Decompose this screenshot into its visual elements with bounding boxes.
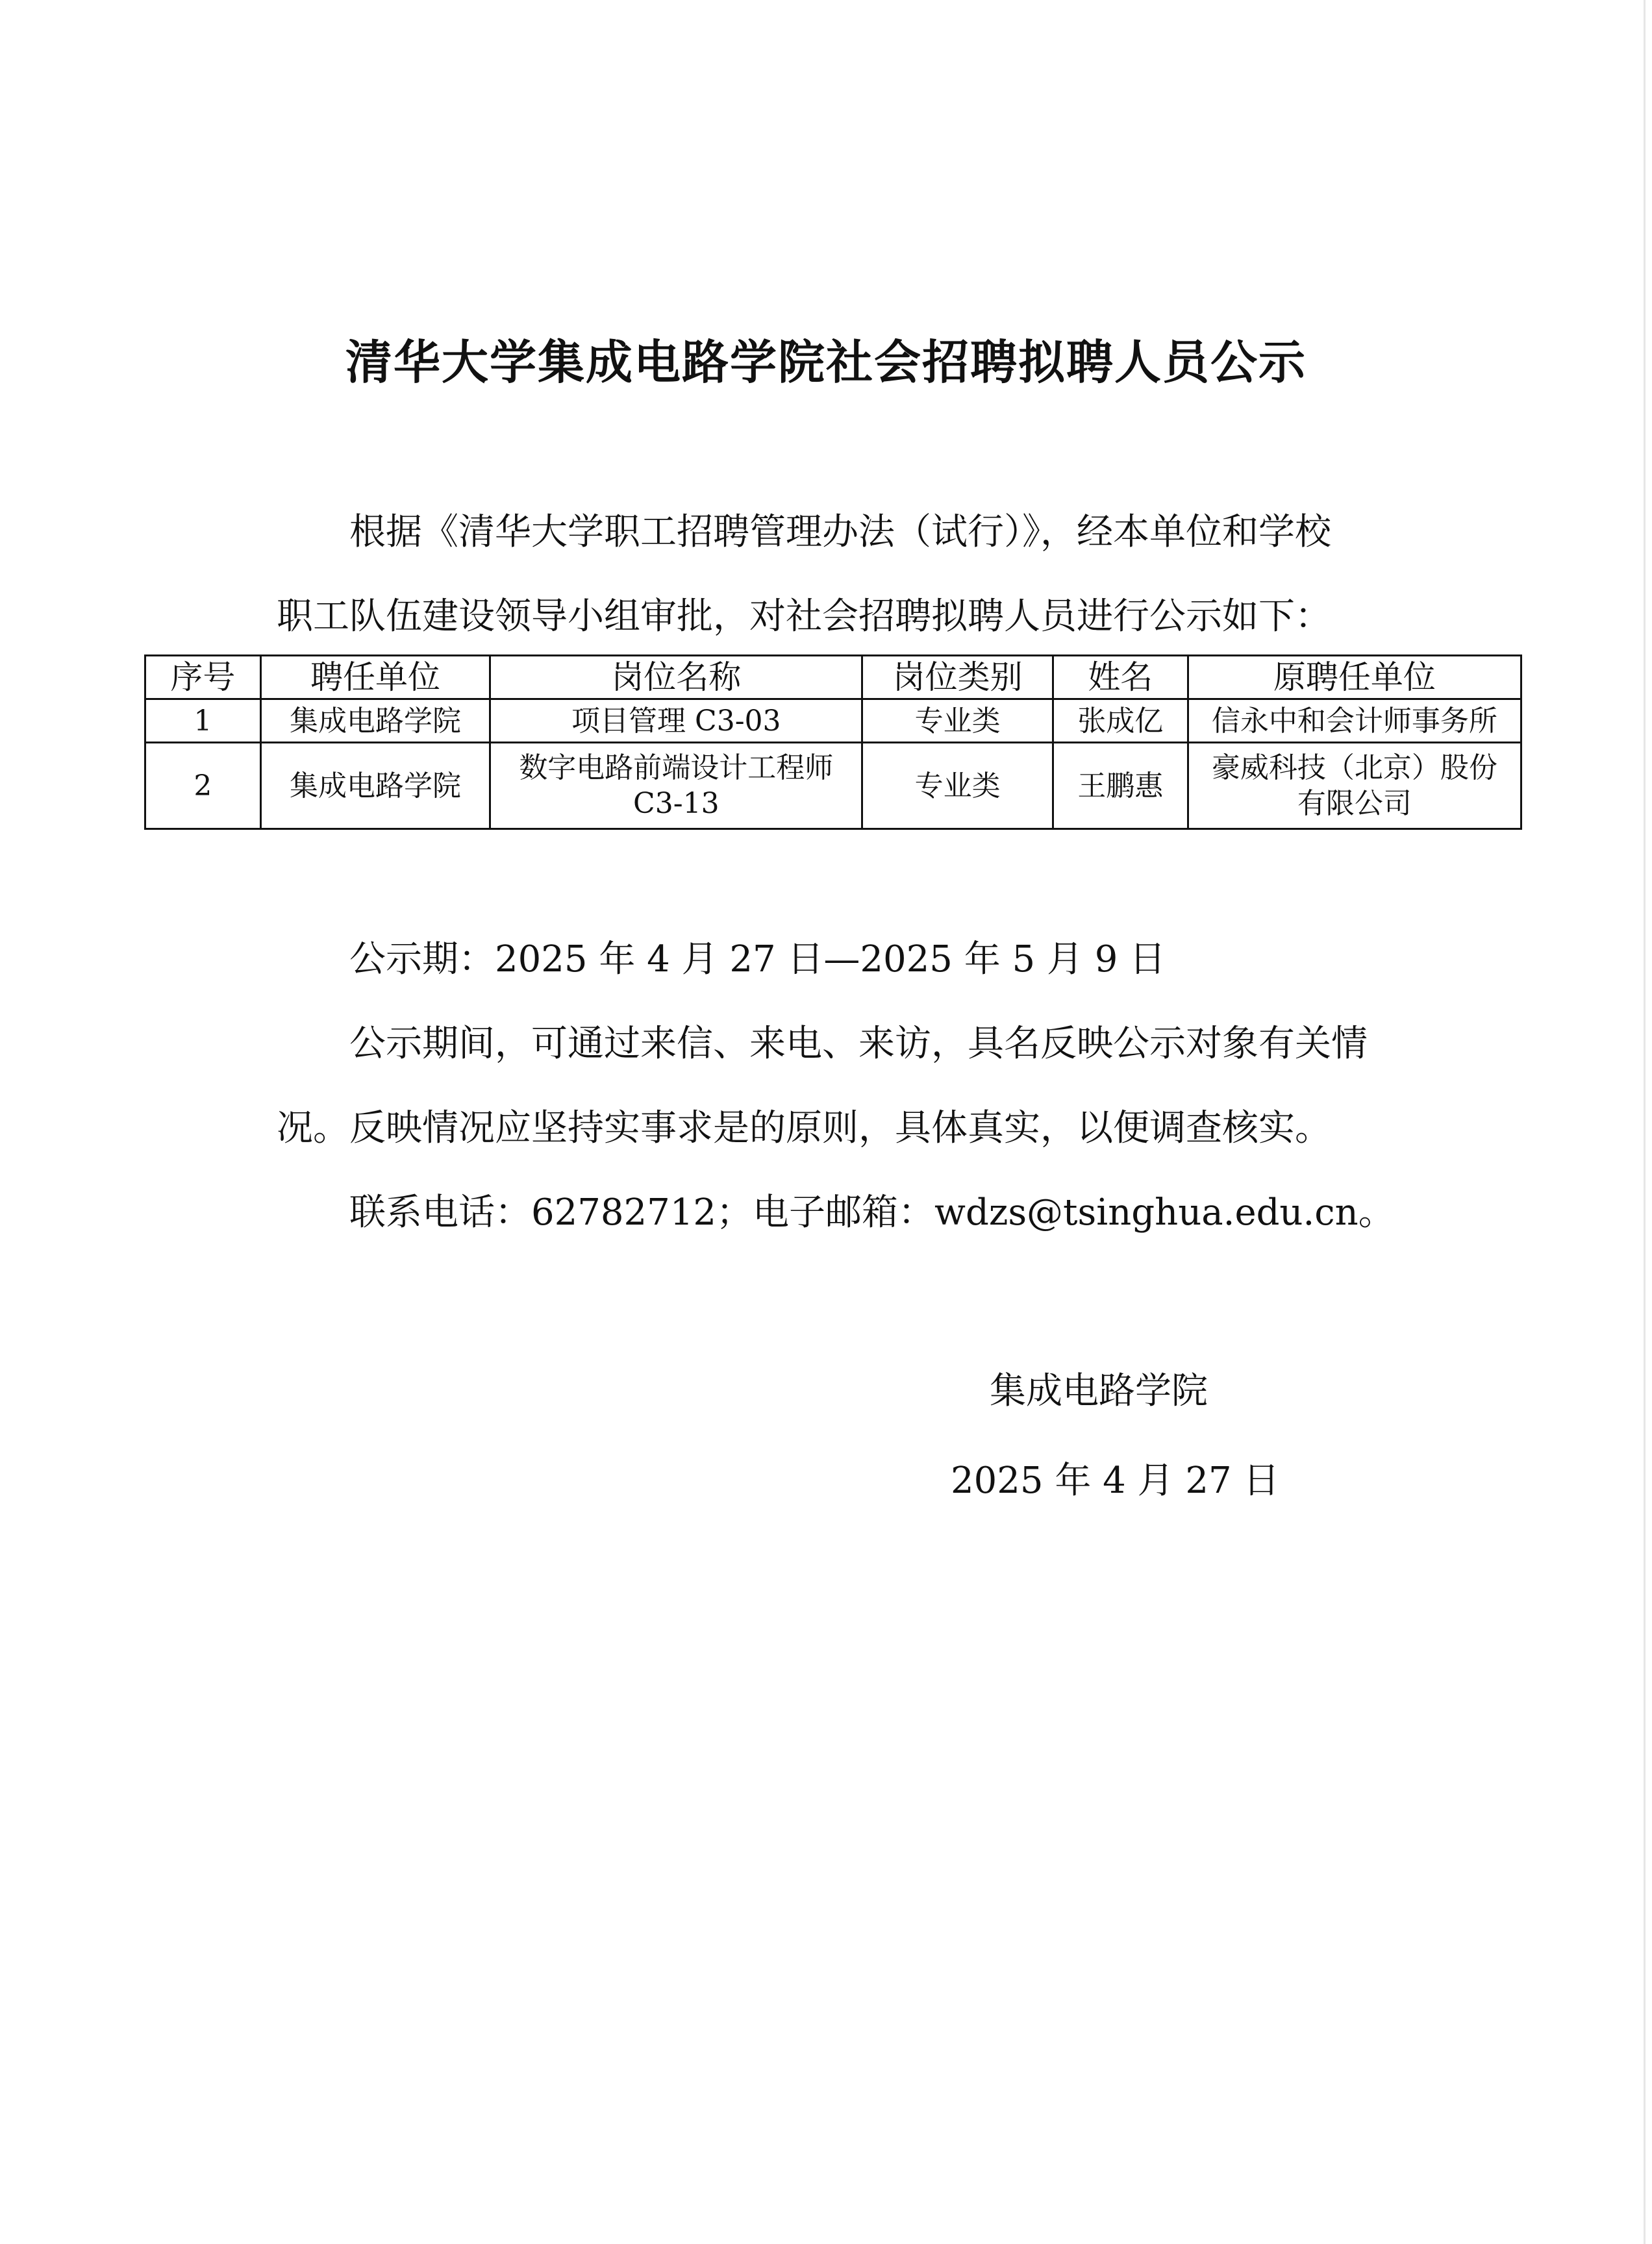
signature-org: 集成电路学院 xyxy=(990,1370,1208,1412)
notice-line-1: 公示期间，可通过来信、来电、来访，具名反映公示对象有关情 xyxy=(349,1023,1368,1065)
hires-table xyxy=(144,654,1522,830)
cell-prev-unit-text: 信永中和会计师事务所 xyxy=(1211,704,1497,738)
cell-no: 1 xyxy=(145,699,261,743)
cell-position-text: 项目管理 C3-03 xyxy=(571,704,781,738)
cell-prev-unit xyxy=(1188,699,1521,743)
cell-position xyxy=(490,743,862,829)
cell-name: 张成亿 xyxy=(1053,699,1188,743)
notice-line-2: 况。反映情况应坚持实事求是的原则，具体真实，以便调查核实。 xyxy=(277,1107,1331,1149)
header-position: 岗位名称 xyxy=(490,656,862,699)
cell-prev-unit xyxy=(1188,743,1521,829)
header-name: 姓名 xyxy=(1053,656,1188,699)
header-no: 序号 xyxy=(145,656,261,699)
intro-line-2: 职工队伍建设领导小组审批，对社会招聘拟聘人员进行公示如下： xyxy=(277,595,1331,638)
intro-line-1: 根据《清华大学职工招聘管理办法（试行）》，经本单位和学校 xyxy=(349,511,1331,553)
cell-category: 专业类 xyxy=(862,699,1053,743)
cell-name: 王鹏惠 xyxy=(1053,743,1188,829)
cell-unit: 集成电路学院 xyxy=(260,743,490,829)
cell-position-line-1: 数字电路前端设计工程师 xyxy=(519,751,834,784)
contact-info: 联系电话：62782712；电子邮箱：wdzs@tsinghua.edu.cn。 xyxy=(349,1191,1395,1234)
header-category: 岗位类别 xyxy=(862,656,1053,699)
table-header-row xyxy=(145,656,1521,699)
cell-position xyxy=(490,699,862,743)
signature-date: 2025 年 4 月 27 日 xyxy=(951,1460,1280,1502)
table-row xyxy=(145,699,1521,743)
table-row xyxy=(145,743,1521,829)
notice-period: 公示期：2025 年 4 月 27 日—2025 年 5 月 9 日 xyxy=(349,938,1166,980)
cell-no: 2 xyxy=(145,743,261,829)
cell-prev-unit-line-2: 有限公司 xyxy=(1297,787,1412,820)
cell-position-line-2: C3-13 xyxy=(633,787,720,820)
document-title: 清华大学集成电路学院社会招聘拟聘人员公示 xyxy=(345,335,1307,390)
cell-unit: 集成电路学院 xyxy=(260,699,490,743)
cell-prev-unit-line-1: 豪威科技（北京）股份 xyxy=(1211,751,1497,784)
header-prev-unit: 原聘任单位 xyxy=(1188,656,1521,699)
cell-category: 专业类 xyxy=(862,743,1053,829)
header-unit: 聘任单位 xyxy=(260,656,490,699)
